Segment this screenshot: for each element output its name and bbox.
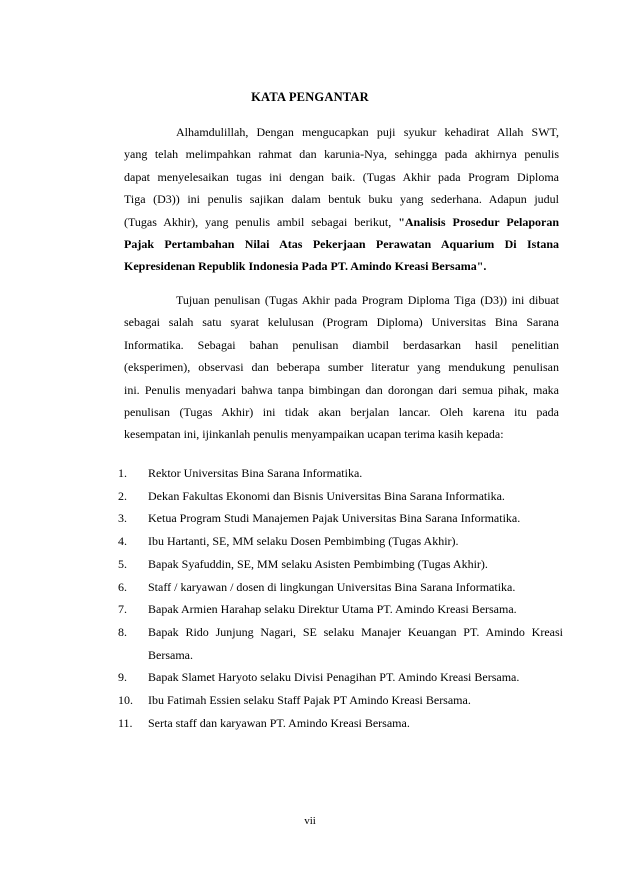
list-number: 8.: [118, 624, 127, 639]
list-number: 4.: [118, 534, 127, 549]
list-item: [118, 598, 563, 621]
list-item: [118, 621, 563, 666]
list-number: 5.: [118, 556, 127, 571]
list-number: 11.: [118, 715, 133, 730]
list-text: Ibu Fatimah Essien selaku Staff Pajak PT Amindo Kreasi Bersama.: [148, 693, 471, 708]
list-text: Bapak Slamet Haryoto selaku Divisi Penagihan PT. Amindo Kreasi Bersama.: [148, 670, 520, 685]
list-number: 9.: [118, 670, 127, 685]
paragraph-line: Alhamdulillah, Dengan mengucapkan puji syukur kehadirat Allah SWT,: [176, 125, 559, 139]
list-text: Serta staff dan karyawan PT. Amindo Kreasi Bersama.: [148, 715, 410, 730]
paragraph-purpose: [124, 289, 559, 446]
list-text: Bapak Armien Harahap selaku Direktur Utama PT. Amindo Kreasi Bersama.: [148, 602, 517, 617]
list-number: 7.: [118, 602, 127, 617]
list-number: 3.: [118, 511, 127, 526]
list-number: 6.: [118, 579, 127, 594]
list-text-line: Bapak Rido Junjung Nagari, SE selaku Manajer Keuangan PT. Amindo Kreasi: [148, 624, 563, 639]
thesis-title-line: Kepresidenan Republik Indonesia Pada PT. Amindo Kreasi Bersama".: [124, 259, 487, 274]
paragraph-line: Tujuan penulisan (Tugas Akhir pada Program Diploma Tiga (D3)) ini dibuat: [176, 293, 559, 307]
paragraph-line: kesempatan ini, ijinkanlah penulis menyampaikan ucapan terima kasih kepada:: [124, 427, 504, 442]
list-number: 2.: [118, 488, 127, 503]
paragraph-line: Tiga (D3)) ini penulis sajikan dalam bentuk buku yang sederhana. Adapun judul: [124, 192, 559, 207]
list-text: Ketua Program Studi Manajemen Pajak Universitas Bina Sarana Informatika.: [148, 511, 521, 526]
paragraph-line: (eksperimen), observasi dan beberapa sumber literatur yang mendukung penulisan: [124, 360, 559, 375]
paragraph-line-mixed: [124, 211, 559, 233]
list-text: Staff / karyawan / dosen di lingkungan Universitas Bina Sarana Informatika.: [148, 579, 516, 594]
list-item: [118, 576, 563, 599]
thesis-title-line: Pajak Pertambahan Nilai Atas Pekerjaan Perawatan Aquarium Di Istana: [124, 237, 559, 252]
paragraph-line: sebagai salah satu syarat kelulusan (Program Diploma) Universitas Bina Sarana: [124, 315, 559, 330]
acknowledgement-list: [118, 462, 563, 734]
paragraph-line: yang telah melimpahkan rahmat dan karunia-Nya, sehingga pada akhirnya penulis: [124, 147, 559, 162]
page-title: KATA PENGANTAR: [251, 90, 369, 104]
list-text: Rektor Universitas Bina Sarana Informatika.: [148, 466, 363, 480]
list-item: [118, 553, 563, 576]
paragraph-line: Informatika. Sebagai bahan penulisan diambil berdasarkan hasil penelitian: [124, 337, 559, 352]
list-number: 1.: [118, 466, 127, 480]
paragraph-line: penulisan (Tugas Akhir) ini tidak akan berjalan lancar. Oleh karena itu pada: [124, 405, 559, 420]
paragraph-line: dapat menyelesaikan tugas ini dengan baik. (Tugas Akhir pada Program Diploma: [124, 169, 559, 184]
list-item: [118, 485, 563, 508]
list-item: [118, 666, 563, 689]
list-text-line: Bersama.: [148, 647, 193, 662]
list-number: 10.: [118, 693, 133, 708]
list-item: [118, 530, 563, 553]
list-text: Bapak Syafuddin, SE, MM selaku Asisten Pembimbing (Tugas Akhir).: [148, 556, 488, 571]
list-item: [118, 462, 563, 485]
list-text: Dekan Fakultas Ekonomi dan Bisnis Universitas Bina Sarana Informatika.: [148, 488, 505, 503]
list-item: [118, 689, 563, 712]
list-text: [148, 621, 563, 666]
page-number: vii: [304, 815, 316, 827]
paragraph-text: (Tugas Akhir), yang penulis ambil sebagai berikut,: [124, 214, 399, 229]
list-item: [118, 712, 563, 735]
paragraph-intro: [124, 121, 559, 278]
list-item: [118, 507, 563, 530]
list-text: Ibu Hartanti, SE, MM selaku Dosen Pembimbing (Tugas Akhir).: [148, 534, 459, 549]
paragraph-line: ini. Penulis menyadari bahwa tanpa bimbingan dan dorongan dari semua pihak, maka: [124, 382, 559, 397]
thesis-title-part: "Analisis Prosedur Pelaporan: [398, 214, 559, 229]
